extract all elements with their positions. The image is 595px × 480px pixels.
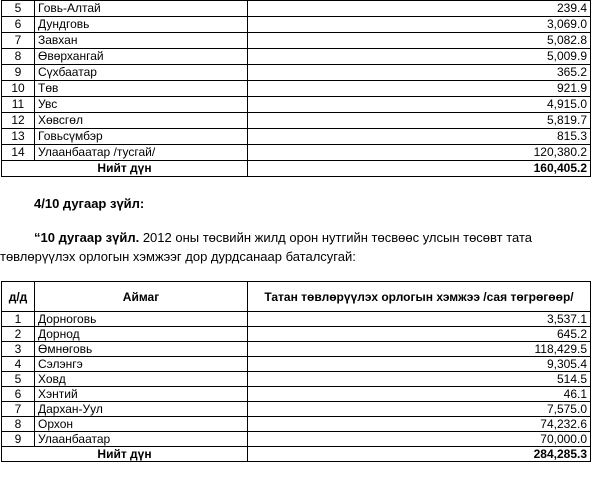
table-row [2,1,591,17]
row-number: 8 [2,417,35,432]
header-value: Татан төвлөрүүлэх орлогын хэмжээ /сая төгрөгөөр/ [248,282,591,312]
header-name: Аймаг [35,282,248,312]
row-number: 10 [2,81,35,97]
row-number: 13 [2,129,35,145]
row-number: 7 [2,33,35,49]
row-number: 9 [2,432,35,447]
table-row [2,357,591,372]
table-row [2,372,591,387]
row-number: 6 [2,17,35,33]
top-table-body [2,1,591,177]
row-value: 46.1 [248,387,591,402]
table-row [2,49,591,65]
table-row [2,113,591,129]
row-aimag-name: Хөвсгөл [35,113,248,129]
row-aimag-name: Сүхбаатар [35,65,248,81]
row-value: 7,575.0 [248,402,591,417]
table-row [2,387,591,402]
amendment-text-line1 [34,230,532,245]
row-aimag-name: Улаанбаатар /тусгай/ [35,145,248,161]
row-aimag-name: Говьсүмбэр [35,129,248,145]
row-aimag-name: Орхон [35,417,248,432]
row-number: 12 [2,113,35,129]
row-aimag-name: Говь-Алтай [35,1,248,17]
total-label: Нийт дүн [2,161,248,177]
row-aimag-name: Дорноговь [35,312,248,327]
row-value: 120,380.2 [248,145,591,161]
top-allocation-table [1,0,591,177]
row-value: 645.2 [248,327,591,342]
header-num: д/д [2,282,35,312]
row-value: 514.5 [248,372,591,387]
bottom-allocation-table [1,281,591,462]
amendment-heading: 4/10 дугаар зүйл: [34,196,145,211]
row-value: 3,537.1 [248,312,591,327]
row-number: 6 [2,387,35,402]
row-value: 921.9 [248,81,591,97]
table-row [2,97,591,113]
row-value: 5,009.9 [248,49,591,65]
total-value: 160,405.2 [248,161,591,177]
table-row [2,33,591,49]
table-row [2,65,591,81]
row-value: 4,915.0 [248,97,591,113]
row-aimag-name: Өмнөговь [35,342,248,357]
table-row [2,417,591,432]
row-number: 1 [2,312,35,327]
table-row [2,17,591,33]
table-row [2,402,591,417]
table-row [2,312,591,327]
amendment-lead: “10 дугаар зүйл. [34,230,140,245]
row-number: 3 [2,342,35,357]
amendment-text-line2: төвлөрүүлэх орлогын хэмжээг дор дурдсанаар баталсугай: [0,249,356,264]
row-aimag-name: Өвөрхангай [35,49,248,65]
row-number: 11 [2,97,35,113]
row-value: 5,082.8 [248,33,591,49]
table-row [2,145,591,161]
total-value: 284,285.3 [248,447,591,462]
row-number: 5 [2,1,35,17]
row-number: 14 [2,145,35,161]
table-row [2,342,591,357]
total-label: Нийт дүн [2,447,248,462]
row-aimag-name: Ховд [35,372,248,387]
row-number: 2 [2,327,35,342]
row-number: 8 [2,49,35,65]
row-value: 3,069.0 [248,17,591,33]
row-aimag-name: Дундговь [35,17,248,33]
row-value: 118,429.5 [248,342,591,357]
table-row [2,432,591,447]
total-row [2,447,591,462]
table-row [2,129,591,145]
row-number: 9 [2,65,35,81]
bottom-table-body [2,282,591,462]
row-number: 7 [2,402,35,417]
row-aimag-name: Төв [35,81,248,97]
table-row [2,327,591,342]
row-aimag-name: Хэнтий [35,387,248,402]
table-row [2,81,591,97]
row-value: 365.2 [248,65,591,81]
row-value: 74,232.6 [248,417,591,432]
row-value: 815.3 [248,129,591,145]
row-aimag-name: Дархан-Уул [35,402,248,417]
row-value: 70,000.0 [248,432,591,447]
row-aimag-name: Сэлэнгэ [35,357,248,372]
row-number: 4 [2,357,35,372]
header-row [2,282,591,312]
amendment-line1: 2012 оны төсвийн жилд орон нутгийн төсвөөс улсын төсөвт тата [139,230,533,245]
row-value: 9,305.4 [248,357,591,372]
row-value: 239.4 [248,1,591,17]
row-aimag-name: Завхан [35,33,248,49]
row-aimag-name: Дорнод [35,327,248,342]
total-row [2,161,591,177]
row-aimag-name: Улаанбаатар [35,432,248,447]
row-value: 5,819.7 [248,113,591,129]
row-aimag-name: Увс [35,97,248,113]
row-number: 5 [2,372,35,387]
